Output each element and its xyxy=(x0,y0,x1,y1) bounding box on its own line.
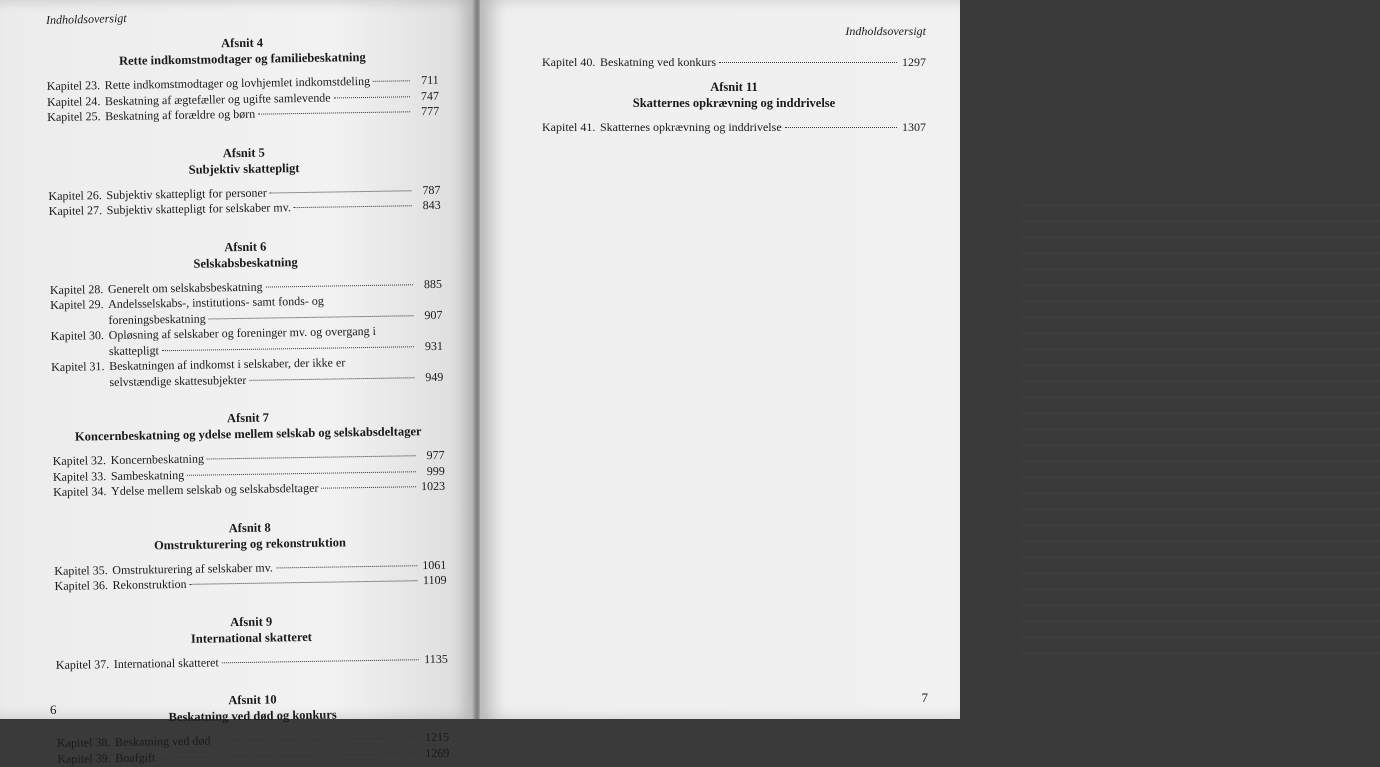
page-ref: 1109 xyxy=(422,572,447,588)
chapter-title: Beskatning af forældre og børn xyxy=(105,106,256,124)
chapter-title: Sambeskatning xyxy=(110,467,185,483)
chapter-title: Rette indkomstmodtager og lovhjemlet indkomstdeling xyxy=(104,73,371,93)
page-ref: 1269 xyxy=(425,745,450,760)
chapter-title: Ydelse mellem selskab og selskabsdeltager xyxy=(111,480,319,499)
dot-leader xyxy=(719,62,897,63)
dot-leader xyxy=(294,205,412,208)
dot-leader xyxy=(266,284,413,287)
toc-entry xyxy=(542,120,926,136)
section-title: Beskatning ved død og konkurs xyxy=(168,707,337,725)
chapter-title-line xyxy=(600,120,926,136)
toc-entry xyxy=(51,354,443,391)
page-ref: 1023 xyxy=(420,478,446,494)
dot-leader xyxy=(222,659,419,663)
section-spacer xyxy=(542,71,926,79)
chapter-title: Beskatning ved død xyxy=(114,733,211,750)
dot-leader xyxy=(162,346,414,351)
dot-leader xyxy=(373,80,410,82)
page-ref: 949 xyxy=(425,369,444,384)
chapter-number: Kapitel 27. xyxy=(48,203,103,218)
chapter-title: Generelt om selskabsbeskatning xyxy=(107,279,263,296)
dot-leader xyxy=(213,737,420,741)
dot-leader xyxy=(785,127,897,128)
page-ref: 1135 xyxy=(424,651,448,666)
chapter-title: Koncernbeskatning xyxy=(110,451,205,468)
page-ref: 711 xyxy=(421,72,439,88)
chapter-title: Boafgift xyxy=(115,749,156,765)
section-label: Afsnit 4 xyxy=(220,35,264,51)
page-ref: 1297 xyxy=(902,55,926,69)
page-ref: 931 xyxy=(424,338,443,353)
dot-leader xyxy=(276,565,417,568)
chapter-number: Kapitel 28. xyxy=(49,281,104,297)
page-ref: 1061 xyxy=(422,557,447,572)
chapter-title-line xyxy=(600,55,926,71)
chapter-number: Kapitel 26. xyxy=(48,187,102,203)
page-ref: 885 xyxy=(423,276,443,291)
chapter-title: Skatternes opkrævning og inddrivelse xyxy=(600,119,782,134)
toc-entry xyxy=(542,55,926,71)
dot-leader xyxy=(258,111,410,114)
left-page xyxy=(0,0,474,766)
chapter-title: selvstændige skattesubjekter xyxy=(109,372,247,389)
running-head-right: Indholdsoversigt xyxy=(845,24,926,38)
page-ref: 1215 xyxy=(424,729,450,745)
page-ref: 777 xyxy=(421,103,440,119)
chapter-title: Andelsselskabs-, institutions- samt fonds- og xyxy=(108,293,324,312)
section-heading xyxy=(542,79,926,112)
dot-leader xyxy=(209,315,414,319)
chapter-number: Kapitel 35. xyxy=(54,562,108,578)
chapter-number: Kapitel 33. xyxy=(52,468,107,484)
chapter-title: Subjektiv skattepligt for personer xyxy=(106,185,267,202)
chapter-number: Kapitel 41. xyxy=(542,119,596,134)
page-ref: 1307 xyxy=(902,119,926,134)
chapter-title: Beskatningen af indkomst i selskaber, der ikke er xyxy=(109,355,346,374)
section-title: Omstrukturering og rekonstruktion xyxy=(153,534,347,552)
dot-leader xyxy=(207,455,416,459)
chapter-number: Kapitel 23. xyxy=(46,78,101,93)
section-title: Rette indkomstmodtager og familiebeskatning xyxy=(118,49,366,68)
chapter-title: Beskatning ved konkurs xyxy=(600,55,716,69)
section-heading xyxy=(52,407,444,446)
dot-leader xyxy=(334,96,410,98)
section-label: Afsnit 9 xyxy=(230,614,273,629)
running-head-left: Indholdsoversigt xyxy=(45,10,127,28)
toc-left xyxy=(46,32,449,767)
section-label: Afsnit 6 xyxy=(224,239,267,254)
dot-leader xyxy=(321,486,416,488)
chapter-number: Kapitel 24. xyxy=(46,93,101,109)
chapter-number: Kapitel 25. xyxy=(47,109,101,124)
page-ref: 907 xyxy=(424,307,443,322)
chapter-title: skattepligt xyxy=(108,342,160,358)
section-label: Afsnit 10 xyxy=(228,692,277,708)
show-through-text xyxy=(1020,190,1380,660)
page-ref: 747 xyxy=(420,88,440,103)
chapter-number: Kapitel 40. xyxy=(542,55,596,69)
chapter-title: Beskatning af ægtefæller og ugifte samlevende xyxy=(104,90,331,108)
chapter-title: Subjektiv skattepligt for selskaber mv. xyxy=(106,200,292,218)
chapter-title-block xyxy=(109,354,443,390)
chapter-number: Kapitel 39. xyxy=(57,750,111,766)
section-label: Afsnit 11 xyxy=(710,79,758,94)
dot-leader xyxy=(190,580,418,585)
section-label: Afsnit 7 xyxy=(226,410,270,426)
section-label: Afsnit 8 xyxy=(228,520,271,535)
page-number-left: 6 xyxy=(50,702,57,717)
section-title: Skatternes opkrævning og inddrivelse xyxy=(632,95,836,110)
toc-right xyxy=(542,55,926,135)
page-ref: 843 xyxy=(422,197,441,213)
heading-spacer xyxy=(542,112,926,120)
chapter-title: Rekonstruktion xyxy=(112,576,187,593)
page-number-right: 7 xyxy=(921,690,928,705)
chapter-number: Kapitel 37. xyxy=(55,656,110,672)
section-title: Subjektiv skattepligt xyxy=(188,160,300,177)
right-page xyxy=(480,0,960,719)
chapter-title: International skatteret xyxy=(113,654,219,671)
section-title: Koncernbeskatning og ydelse mellem selskab og selskabsdeltager xyxy=(74,424,422,444)
chapter-number: Kapitel 32. xyxy=(52,453,107,468)
chapter-number: Kapitel 29. xyxy=(50,297,104,312)
chapter-title: Opløsning af selskaber og foreninger mv. og overgang i xyxy=(108,323,377,343)
chapter-title-block xyxy=(600,55,926,71)
section-label: Afsnit 5 xyxy=(222,145,265,160)
section-title: International skatteret xyxy=(190,629,313,646)
page-ref: 999 xyxy=(426,463,445,478)
dot-leader xyxy=(187,471,416,476)
chapter-title: foreningsbeskatning xyxy=(108,311,206,327)
chapter-number: Kapitel 34. xyxy=(53,484,107,499)
dot-leader xyxy=(158,753,420,758)
page-ref: 787 xyxy=(422,182,441,197)
chapter-number: Kapitel 31. xyxy=(51,359,105,374)
chapter-number: Kapitel 38. xyxy=(56,735,111,750)
dot-leader xyxy=(270,190,412,193)
chapter-number: Kapitel 36. xyxy=(54,578,109,593)
chapter-number: Kapitel 30. xyxy=(50,328,105,343)
chapter-title: Omstrukturering af selskaber mv. xyxy=(112,560,273,577)
dot-leader xyxy=(249,377,414,381)
section-title: Selskabsbeskatning xyxy=(193,254,298,271)
chapter-title-block xyxy=(600,120,926,136)
page-ref: 977 xyxy=(426,447,445,463)
